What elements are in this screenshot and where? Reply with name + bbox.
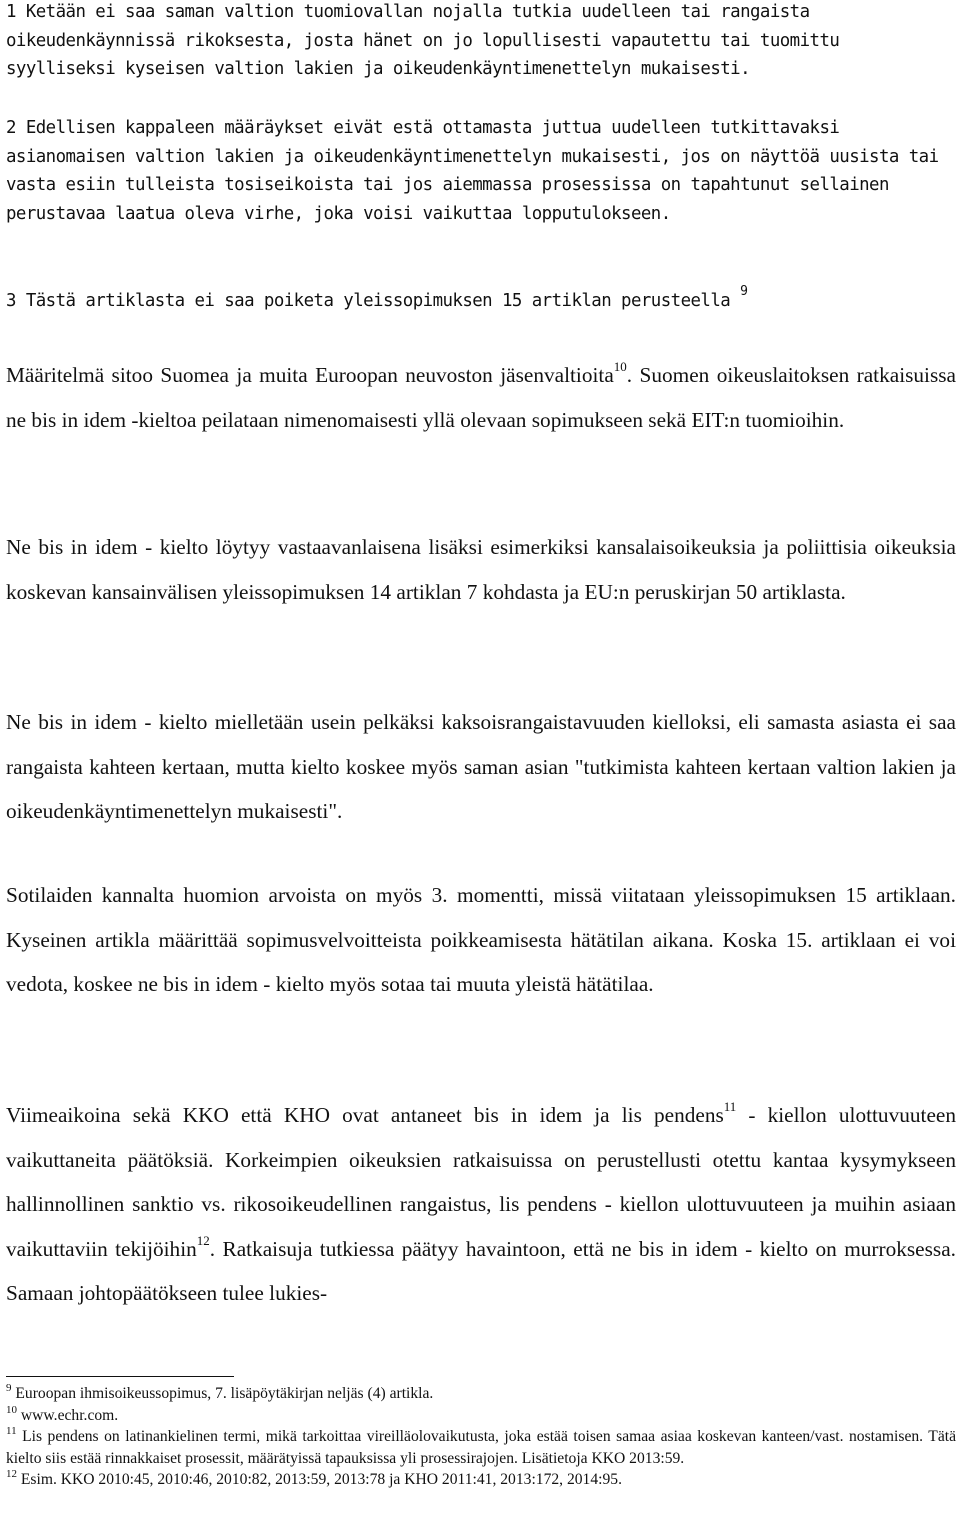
quote-text-1: 1 Ketään ei saa saman valtion tuomiovallan nojalla tutkia uudelleen tai rangaista oikeudenkäynnissä rikoksesta, josta hänet on jo lopullisesti vapautettu tai tuomittu syylliseksi kyseisen valtion lakien ja oikeudenkäyntimenettelyn mukaisesti.: [6, 2, 840, 79]
body-text-1b: . Suomen oikeuslaitoksen ratkaisuissa ne bis in idem -kieltoa peilataan nimenomaisesti yllä olevaan sopimukseen sekä EIT:n tuomioihin.: [6, 363, 956, 432]
footnote-ref-10[interactable]: 10: [613, 359, 627, 374]
footnote-10: [6, 1405, 956, 1427]
footnote-divider: [6, 1376, 234, 1377]
footnotes: [6, 1383, 956, 1491]
body-paragraph-4: [6, 873, 956, 1007]
quote-text-3: 3 Tästä artiklasta ei saa poiketa yleissopimuksen 15 artiklan perusteella: [6, 291, 731, 311]
footnote-12: [6, 1469, 956, 1491]
footnote-number-11: 11: [6, 1425, 17, 1437]
footnote-ref-12[interactable]: 12: [196, 1232, 210, 1248]
footnote-9: [6, 1383, 956, 1405]
footnote-ref-9[interactable]: 9: [740, 284, 748, 299]
footnote-text-12: Esim. KKO 2010:45, 2010:46, 2010:82, 2013:59, 2013:78 ja KHO 2011:41, 2013:172, 2014:95.: [17, 1471, 622, 1488]
body-text-5a: Viimeaikoina sekä KKO että KHO ovat antaneet bis in idem ja lis pendens: [6, 1103, 724, 1127]
body-text-5c: . Ratkaisuja tutkiessa päätyy havaintoon, että ne bis in idem - kielto on murroksessa. Samaan johtopäätökseen tulee lukies-: [6, 1236, 956, 1305]
body-text-2: Ne bis in idem - kielto löytyy vastaavanlaisena lisäksi esimerkiksi kansalaisoikeuksia ja poliittisia oikeuksia koskevan kansainvälisen yleissopimuksen 14 artiklan 7 kohdasta ja EU:n peruskirjan 50 artiklasta.: [6, 535, 956, 604]
footnote-text-10[interactable]: www.echr.com.: [17, 1406, 119, 1424]
body-paragraph-5: [6, 1093, 956, 1316]
footnote-number-9: 9: [6, 1382, 12, 1394]
footnote-number-10: 10: [6, 1403, 17, 1416]
quote-paragraph-1: [6, 0, 956, 84]
footnote-ref-11[interactable]: 11: [723, 1099, 737, 1114]
body-paragraph-3: [6, 700, 956, 834]
quote-paragraph-2: [6, 114, 956, 228]
body-text-1a: Määritelmä sitoo Suomea ja muita Euroopan neuvoston jäsenvaltioita: [6, 363, 614, 387]
body-text-5b: - kiellon ulottuvuuteen vaikuttaneita päätöksiä. Korkeimpien oikeuksien ratkaisuissa on perustellusti otettu kantaa kysymykseen hallinnollinen sanktio vs. rikosoikeudellinen rangaistus, lis pendens - kiellon ulottuvuuteen ja muihin asiaan vaikuttaviin tekijöihin: [6, 1103, 956, 1261]
footnote-11: [6, 1426, 956, 1469]
quote-paragraph-3: [6, 284, 956, 316]
body-text-3: Ne bis in idem - kielto mielletään usein pelkäksi kaksoisrangaistavuuden kielloksi, eli samasta asiasta ei saa rangaista kahteen kertaan, mutta kielto koskee myös saman asian "tutkimista kahteen kertaan valtion lakien ja oikeudenkäyntimenettelyn mukaisesti".: [6, 710, 956, 823]
body-paragraph-2: [6, 525, 956, 614]
quote-text-2: 2 Edellisen kappaleen määräykset eivät estä ottamasta juttua uudelleen tutkittavaksi asianomaisen valtion lakien ja oikeudenkäyntimenettelyn mukaisesti, jos on näyttöä uusista tai vasta esiin tulleista tosiseikoista tai jos aiemmassa prosessissa on tapahtunut sellainen perustavaa laatua oleva virhe, joka voisi vaikuttaa lopputulokseen.: [6, 118, 939, 224]
footnote-number-12: 12: [6, 1468, 17, 1480]
body-text-4: Sotilaiden kannalta huomion arvoista on myös 3. momentti, missä viitataan yleissopimuksen 15 artiklaan. Kyseinen artikla määrittää sopimusvelvoitteista poikkeamisesta hätätilan aikana. Koska 15. artiklaan ei voi vedota, koskee ne bis in idem - kielto myös sotaa tai muuta yleistä hätätilaa.: [6, 883, 956, 996]
footnote-text-9: Euroopan ihmisoikeussopimus, 7. lisäpöytäkirjan neljäs (4) artikla.: [11, 1385, 434, 1402]
body-paragraph-1: [6, 353, 956, 442]
footnote-text-11: Lis pendens on latinankielinen termi, mikä tarkoittaa vireilläolovaikutusta, joka estää toisen samaa asiaa koskevan kanteen/vast. nostamisen. Tätä kielto siis estää rinnakkaiset prosessit, määrätyissä tapauksissa yli prosessirajojen. Lisätietoja KKO 2013:59.: [6, 1428, 956, 1467]
